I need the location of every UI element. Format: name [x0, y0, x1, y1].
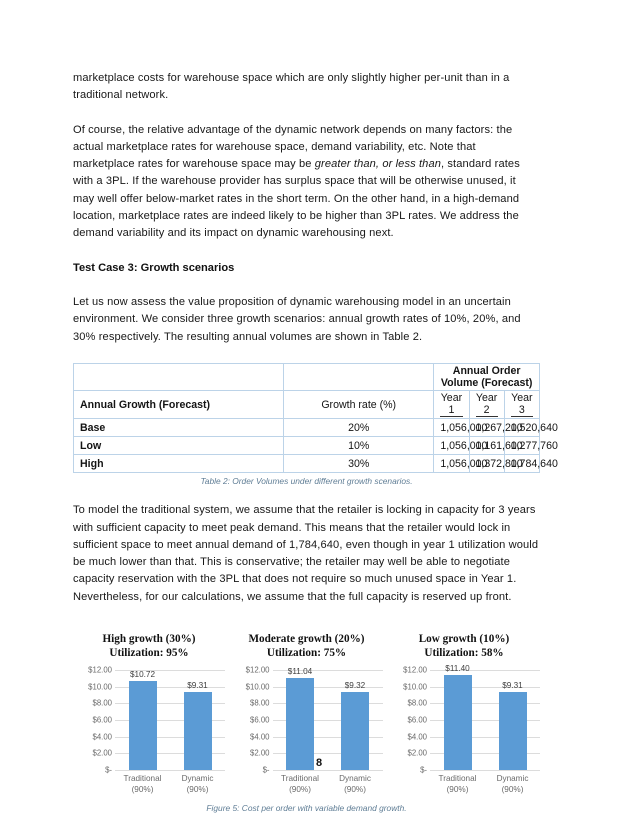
table-row — [74, 437, 540, 455]
bar-value-label: $9.32 — [344, 681, 366, 691]
y-axis-tick-label: $10.00 — [403, 682, 427, 692]
table-cell-year3: 1,277,760 — [504, 437, 539, 455]
bar-value-label: $10.72 — [129, 669, 156, 679]
bar-slot — [430, 663, 485, 770]
bar-value-label: $11.40 — [445, 663, 470, 673]
charts-row — [73, 632, 540, 795]
bar-series — [430, 663, 540, 770]
y-axis-tick-label: $10.00 — [88, 682, 112, 692]
table-header-year1 — [434, 390, 469, 418]
bar-slot — [485, 670, 540, 770]
table-cell-label: High — [74, 455, 284, 473]
bar-slot — [328, 670, 383, 770]
y-axis-tick-label: $4.00 — [249, 732, 270, 742]
x-axis-tick-line: Traditional — [123, 773, 162, 783]
y-axis-tick-label: $8.00 — [249, 698, 270, 708]
table-cell-year3: 1,520,640 — [504, 419, 539, 437]
chart-1 — [73, 632, 225, 795]
paragraph-1: marketplace costs for warehouse space which are only slightly higher per-unit than in a traditional network. — [73, 72, 510, 102]
bar-series — [115, 670, 225, 770]
chart-subtitle: Utilization: 75% — [266, 646, 347, 659]
table-row — [74, 419, 540, 437]
bar-slot — [115, 670, 170, 770]
chart-title-line1: High growth (30%) — [102, 632, 196, 645]
x-axis-tick-line: Dynamic — [339, 773, 371, 783]
chart-2 — [231, 632, 383, 795]
x-axis-tick-line: (90%) — [501, 784, 524, 794]
chart-plot-area — [388, 663, 540, 775]
x-axis-tick-line: Dynamic — [496, 773, 529, 783]
y-axis-tick-label: $- — [262, 765, 270, 775]
chart-title — [231, 632, 383, 662]
table-cell-empty-2 — [284, 363, 434, 390]
y-axis-tick-label: $4.00 — [92, 732, 112, 742]
table-cell-year1: 1,056,000 — [434, 419, 469, 437]
gridline — [430, 770, 540, 771]
y-axis-tick-label: $6.00 — [407, 715, 427, 725]
y-axis-tick-label: $12.00 — [403, 665, 427, 675]
table-header-year3-text: Year 3 — [511, 391, 533, 417]
plot — [430, 663, 540, 770]
table-cell-rate: 10% — [284, 437, 434, 455]
table-cell-label: Low — [74, 437, 284, 455]
table-cell-rate: 30% — [284, 455, 434, 473]
page-content — [73, 70, 558, 813]
table-header-year3 — [504, 390, 539, 418]
chart-title — [388, 632, 540, 662]
x-axis-tick-label — [430, 773, 485, 795]
y-axis-tick-label: $- — [420, 765, 427, 775]
x-axis-tick-line: Traditional — [281, 773, 319, 783]
table-header-year2 — [469, 390, 504, 418]
y-axis-tick-label: $12.00 — [245, 665, 270, 675]
x-axis-tick-label — [170, 773, 225, 795]
y-axis — [73, 665, 115, 775]
table-row — [74, 455, 540, 473]
table-cell-year2: 1,161,600 — [469, 437, 504, 455]
chart-title — [73, 632, 225, 662]
x-axis-tick-line: (90%) — [344, 784, 366, 794]
table-header-growth: Annual Growth (Forecast) — [74, 390, 284, 418]
y-axis-tick-label: $- — [105, 765, 112, 775]
table-cell-label: Base — [74, 419, 284, 437]
y-axis-tick-label: $10.00 — [245, 682, 270, 692]
table-cell-year2: 1,267,200 — [469, 419, 504, 437]
bar-value-label: $9.31 — [187, 681, 208, 691]
y-axis-tick-label: $2.00 — [249, 748, 270, 758]
x-axis-tick-line: (90%) — [186, 784, 209, 794]
bar-series — [273, 666, 383, 770]
page-number: 8 — [315, 757, 323, 769]
table-cell-year2: 1,372,800 — [469, 455, 504, 473]
chart-plot-area — [73, 665, 225, 775]
table-header-year1-text: Year 1 — [440, 391, 463, 417]
y-axis-tick-label: $8.00 — [407, 698, 427, 708]
plot — [273, 666, 383, 770]
paragraph-3: Let us now assess the value proposition of dynamic warehousing model in an uncertain environment. We consider three growth scenarios: annual growth rates of 10%, 20%, and 30% respectively. The resulting annual volumes are shown in Table 2. — [73, 295, 521, 343]
y-axis-tick-label: $6.00 — [92, 715, 112, 725]
table-header-rate: Growth rate (%) — [284, 390, 434, 418]
table-cell-year1: 1,056,000 — [434, 455, 469, 473]
y-axis-tick-label: $6.00 — [249, 715, 270, 725]
y-axis-tick-label: $8.00 — [92, 698, 112, 708]
chart-title-line1: Moderate growth (20%) — [248, 632, 365, 645]
gridline — [115, 770, 225, 771]
paragraph-2 — [73, 122, 540, 243]
table-cell-empty-1 — [74, 363, 284, 390]
x-axis — [430, 773, 540, 795]
figure-caption: Figure 5: Cost per order with variable demand growth. — [206, 802, 407, 813]
paragraph-2-emphasis: greater than, or less than — [314, 158, 442, 171]
gridline — [273, 770, 383, 771]
table-header-year2-text: Year 2 — [475, 391, 498, 417]
x-axis-tick-line: (90%) — [131, 784, 154, 794]
bar[interactable] — [444, 675, 472, 770]
y-axis — [388, 665, 430, 775]
x-axis-tick-label — [485, 773, 540, 795]
chart-subtitle: Utilization: 58% — [424, 646, 504, 659]
x-axis — [273, 773, 383, 795]
y-axis-tick-label: $4.00 — [407, 732, 427, 742]
table-cell-year3: 1,784,640 — [504, 455, 539, 473]
x-axis-tick-label — [273, 773, 328, 795]
bar-value-label: $11.04 — [287, 666, 313, 676]
x-axis — [115, 773, 225, 795]
y-axis-tick-label: $2.00 — [92, 748, 112, 758]
table-cell-year1: 1,056,000 — [434, 437, 469, 455]
order-volume-table — [73, 363, 558, 473]
x-axis-tick-line: Dynamic — [181, 773, 214, 783]
y-axis-tick-label: $12.00 — [88, 665, 112, 675]
paragraph-2-part-a: Of course, the relative advantage of the dynamic network depends on many factors: the actual marketplace rates for warehouse space, demand variability, etc. Note that marketplace rates for warehouse space may be — [73, 123, 513, 171]
x-axis-tick-line: (90%) — [289, 784, 311, 794]
x-axis-tick-label — [328, 773, 383, 795]
section-heading-test-case-3: Test Case 3: Growth scenarios — [73, 261, 235, 274]
x-axis-tick-line: Traditional — [438, 773, 477, 783]
plot — [115, 670, 225, 770]
table-caption: Table 2: Order Volumes under different growth scenarios. — [200, 476, 413, 487]
bar-slot — [273, 666, 328, 770]
table-cell-rate: 20% — [284, 419, 434, 437]
y-axis-tick-label: $2.00 — [407, 748, 427, 758]
x-axis-tick-line: (90%) — [446, 784, 469, 794]
y-axis — [231, 665, 273, 775]
bar-slot — [170, 670, 225, 770]
table-group-header: Annual Order Volume (Forecast) — [434, 363, 540, 390]
chart-plot-area — [231, 665, 383, 775]
paragraph-4: To model the traditional system, we assume that the retailer is locking in capacity for 3 years with sufficient capacity to meet peak demand. This means that the retailer would lock in sufficient space to meet annual demand of 1,784,640, even though in year 1 utilization would be much lower than that. This is conservative; the retailer may well be able to negotiate capacity reservation with the 3PL that does not require so much unused space in Year 1. Nevertheless, for our calculations, we assume that the full capacity is reserved up front. — [73, 504, 539, 603]
chart-3 — [388, 632, 540, 795]
x-axis-tick-label — [115, 773, 170, 795]
table-row-headers — [74, 390, 540, 418]
paragraph-2-part-b: , standard rates with a 3PL. If the warehouse provider has surplus space that will be otherwise unused, it may well offer below-market rates in the short term. On the other hand, in a high-demand location, marketplace rates are indeed likely to be higher than 3PL rates. We address the demand variability and its impact on dynamic warehousing next. — [73, 158, 520, 240]
table-row-group-header — [74, 363, 540, 390]
bar-value-label: $9.31 — [502, 681, 523, 691]
chart-subtitle: Utilization: 95% — [109, 646, 189, 659]
chart-title-line1: Low growth (10%) — [418, 632, 510, 645]
